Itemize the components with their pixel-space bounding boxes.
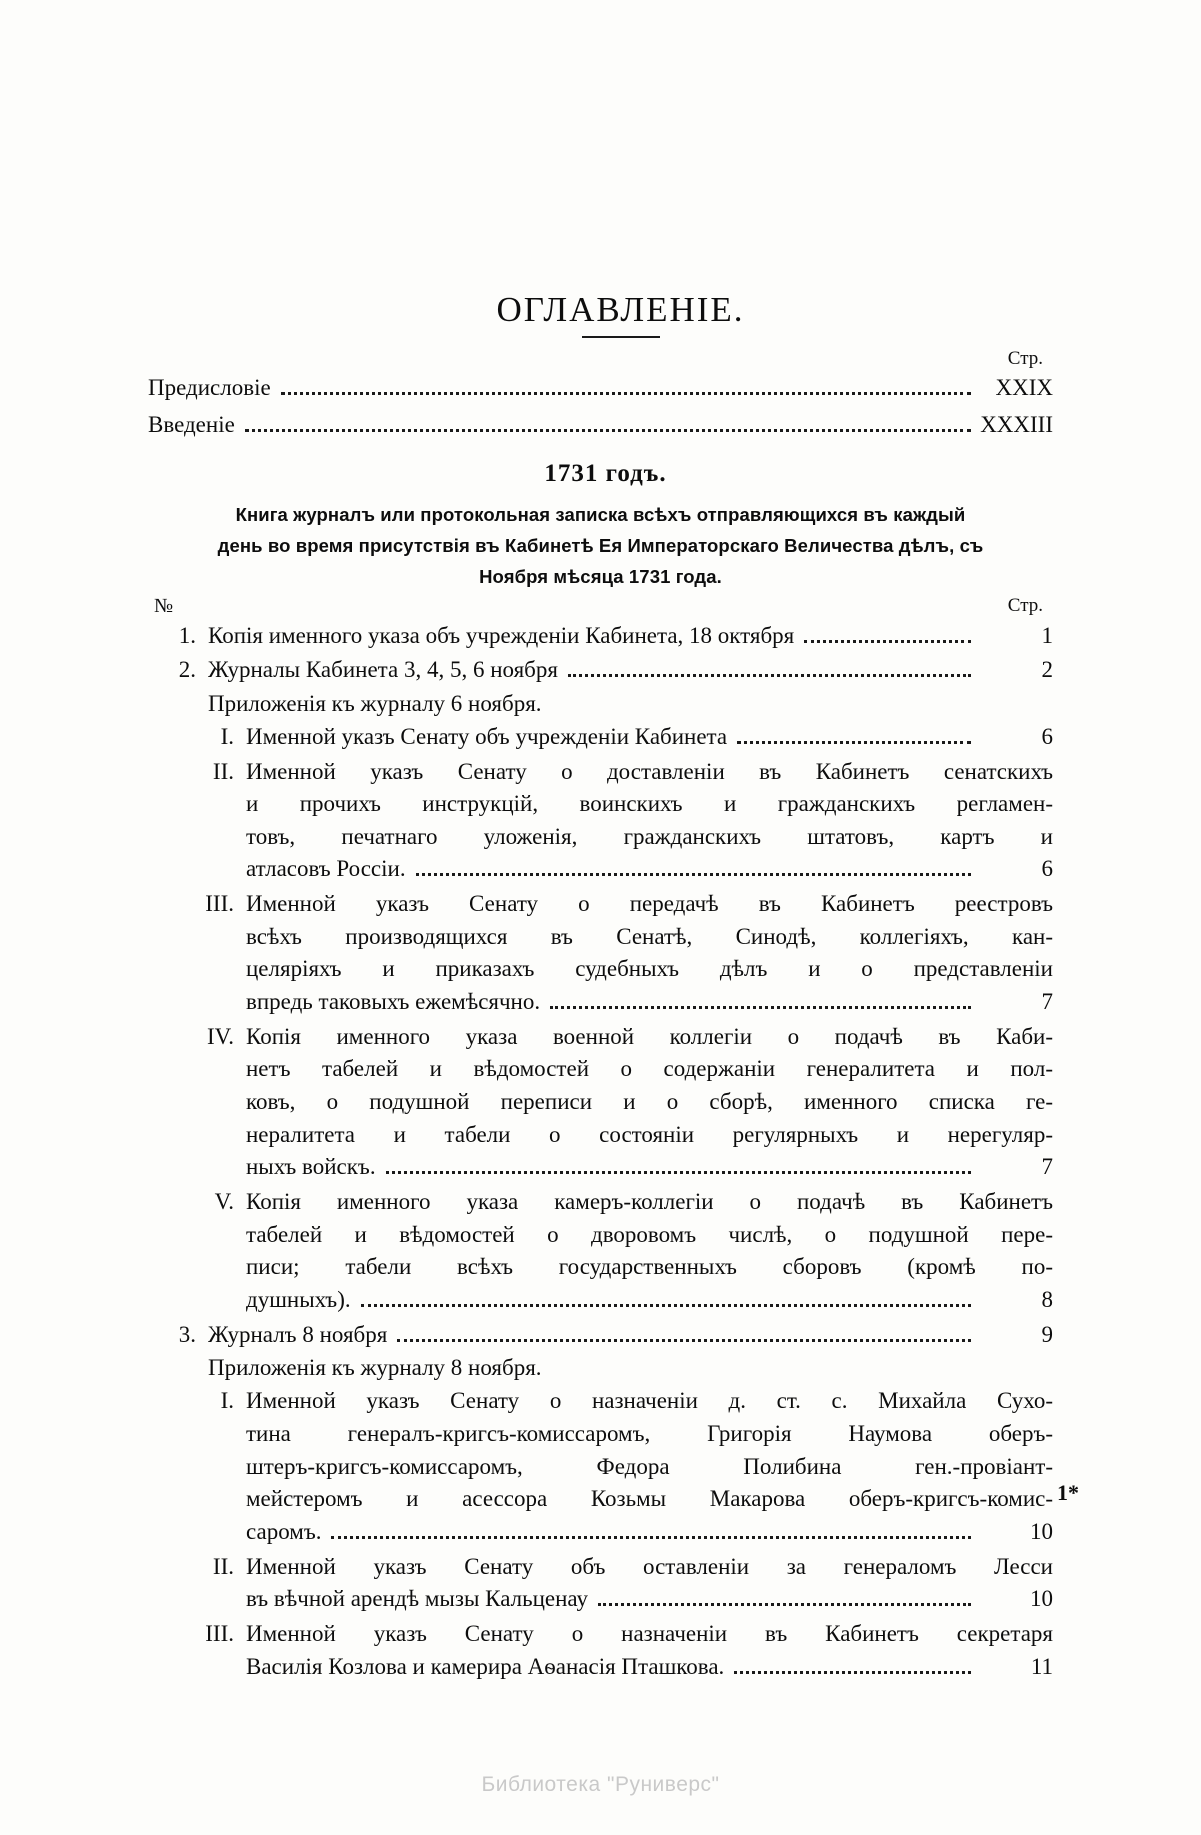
toc-entry[interactable] bbox=[148, 1021, 1053, 1184]
book-note-line: день во время присутствія въ Кабинетѣ Ея Императорскаго Величества дѣлъ, съ bbox=[217, 534, 984, 556]
page-title: ОГЛАВЛЕНІЕ. bbox=[496, 290, 745, 329]
entry-page: 6 bbox=[1041, 856, 1053, 882]
entry-text: въ вѣчной арендѣ мызы Кальценау bbox=[246, 1586, 588, 1612]
entry-number: I. bbox=[220, 1388, 234, 1414]
entry-number: V. bbox=[214, 1189, 234, 1215]
toc-entry[interactable] bbox=[148, 654, 1053, 687]
toc-entry[interactable] bbox=[148, 1319, 1053, 1352]
toc-entry[interactable] bbox=[148, 1385, 1053, 1548]
entry-text: Копія именного указа военной коллегіи о подачѣ въ Каби- bbox=[246, 1023, 1053, 1049]
entry-text: Именной указъ Сенату объ оставленіи за генераломъ Лесси bbox=[246, 1553, 1053, 1579]
table-of-contents bbox=[148, 290, 1053, 1685]
entry-text: нералитета и табели о состояніи регулярныхъ и нерегуляр- bbox=[246, 1121, 1053, 1147]
entry-text: впредь таковыхъ ежемѣсячно. bbox=[246, 989, 541, 1015]
entry-text: нетъ табелей и вѣдомостей о содержаніи генералитета и пол- bbox=[246, 1056, 1053, 1082]
signature-mark: 1* bbox=[1057, 1480, 1079, 1505]
leader-dots bbox=[397, 1339, 971, 1342]
leader-dots bbox=[737, 741, 971, 744]
entry-text: штеръ-кригсъ-комиссаромъ, Федора Полибина ген.-провіант- bbox=[246, 1453, 1053, 1479]
front-matter-page: XXIX bbox=[995, 375, 1053, 400]
column-headers bbox=[148, 595, 1053, 618]
year-heading: 1731 годъ. bbox=[544, 460, 667, 488]
entry-text: писи; табели всѣхъ государственныхъ сборовъ (кромѣ по- bbox=[246, 1254, 1053, 1280]
entry-text: Василія Козлова и камерира Аѳанасія Пташкова. bbox=[246, 1653, 725, 1679]
toc-entry[interactable] bbox=[148, 620, 1053, 653]
leader-dots bbox=[568, 674, 971, 677]
front-matter-label: Введеніе bbox=[148, 412, 235, 438]
page-column-header: Стр. bbox=[1007, 594, 1043, 616]
entry-text: атласовъ Россіи. bbox=[246, 856, 406, 882]
title-divider bbox=[582, 336, 660, 338]
entry-text: ковъ, о подушной переписи и о сборѣ, именного списка ге- bbox=[246, 1089, 1053, 1115]
entry-page: 1 bbox=[1041, 622, 1053, 648]
entry-page: 2 bbox=[1041, 657, 1053, 683]
front-matter-row bbox=[148, 372, 1053, 403]
leader-dots bbox=[416, 873, 971, 876]
leader-dots bbox=[386, 1171, 971, 1174]
entry-text: табелей и вѣдомостей о дворовомъ числѣ, о подушной пере- bbox=[246, 1221, 1053, 1247]
front-matter-label: Предисловіе bbox=[148, 375, 271, 400]
entry-page: 6 bbox=[1041, 723, 1053, 749]
entry-number: II. bbox=[212, 758, 234, 784]
entry-number: II. bbox=[212, 1553, 234, 1579]
entry-page: 8 bbox=[1041, 1287, 1053, 1312]
entry-text: саромъ. bbox=[246, 1518, 322, 1544]
leader-dots bbox=[361, 1304, 971, 1307]
entry-text: Именной указъ Сенату о назначеніи въ Кабинетъ секретаря bbox=[246, 1620, 1053, 1646]
library-watermark: Библиотека "Руниверс" bbox=[481, 1773, 720, 1796]
number-column-header: № bbox=[154, 594, 174, 617]
entry-text: Журналы Кабинета 3, 4, 5, 6 ноября bbox=[208, 657, 558, 683]
entry-text: Именной указъ Сенату о доставленіи въ Кабинетъ сенатскихъ bbox=[246, 758, 1053, 784]
entry-page: 7 bbox=[1041, 989, 1053, 1015]
toc-entry[interactable] bbox=[148, 756, 1053, 887]
leader-dots bbox=[804, 640, 971, 643]
entry-text: ныхъ войскъ. bbox=[246, 1154, 376, 1180]
toc-entry[interactable] bbox=[148, 1186, 1053, 1317]
entry-page: 10 bbox=[1030, 1518, 1053, 1544]
entry-text: Именной указъ Сенату о передачѣ въ Кабинетъ реестровъ bbox=[246, 891, 1053, 917]
leader-dots bbox=[281, 392, 971, 395]
toc-subheading: Приложенія къ журналу 8 ноября. bbox=[208, 1355, 542, 1381]
toc-subheading: Приложенія къ журналу 6 ноября. bbox=[208, 690, 542, 716]
entry-number: IV. bbox=[206, 1023, 234, 1049]
entry-page: 11 bbox=[1030, 1653, 1053, 1679]
entry-page: 10 bbox=[1030, 1586, 1053, 1612]
entry-text: Именной указъ Сенату о назначеніи д. ст. с. Михайла Сухо- bbox=[246, 1388, 1053, 1414]
entry-number: 1. bbox=[178, 622, 196, 648]
entry-text: Именной указъ Сенату объ учрежденіи Кабинета bbox=[246, 723, 728, 749]
leader-dots bbox=[245, 429, 971, 432]
book-note-line: Ноября мѣсяца 1731 года. bbox=[479, 565, 722, 587]
entry-text: товъ, печатнаго уложенія, гражданскихъ штатовъ, картъ и bbox=[246, 823, 1053, 849]
front-matter-page: XXXIII bbox=[980, 412, 1053, 438]
entry-page: 7 bbox=[1041, 1154, 1053, 1180]
toc-entry[interactable] bbox=[148, 721, 1053, 754]
leader-dots bbox=[598, 1603, 971, 1606]
page-column-header: Стр. bbox=[1007, 348, 1043, 369]
entry-text: и прочихъ инструкцій, воинскихъ и гражданскихъ регламен- bbox=[246, 791, 1053, 817]
entry-number: I. bbox=[220, 723, 234, 749]
leader-dots bbox=[331, 1536, 971, 1539]
entry-text: Журналъ 8 ноября bbox=[208, 1321, 388, 1347]
entry-text: целяріяхъ и приказахъ судебныхъ дѣлъ и о представленіи bbox=[246, 956, 1053, 982]
entry-number: 3. bbox=[178, 1321, 196, 1347]
front-matter-row bbox=[148, 409, 1053, 440]
entry-text: тина генералъ-кригсъ-комиссаромъ, Григорія Наумова оберъ- bbox=[246, 1420, 1053, 1446]
entry-text: всѣхъ производящихся въ Сенатѣ, Синодѣ, коллегіяхъ, кан- bbox=[246, 923, 1053, 949]
entry-text: душныхъ). bbox=[246, 1287, 351, 1312]
toc-entry[interactable] bbox=[148, 1551, 1053, 1616]
leader-dots bbox=[734, 1671, 971, 1674]
toc-entry[interactable] bbox=[148, 1618, 1053, 1683]
entry-text: Копія именного указа камеръ-коллегіи о подачѣ въ Кабинетъ bbox=[246, 1189, 1053, 1215]
toc-entry[interactable] bbox=[148, 888, 1053, 1019]
entry-text: Копія именного указа объ учрежденіи Кабинета, 18 октября bbox=[208, 622, 795, 648]
leader-dots bbox=[550, 1006, 971, 1009]
entry-number: 2. bbox=[178, 657, 196, 683]
entry-number: III. bbox=[205, 891, 234, 917]
book-note-line: Книга журналъ или протокольная записка всѣхъ отправляющихся въ каждый bbox=[235, 504, 966, 526]
entry-number: III. bbox=[205, 1620, 234, 1646]
entry-text: мейстеромъ и асессора Козьмы Макарова оберъ-кригсъ-комис- bbox=[246, 1486, 1053, 1512]
entry-page: 9 bbox=[1041, 1321, 1053, 1347]
